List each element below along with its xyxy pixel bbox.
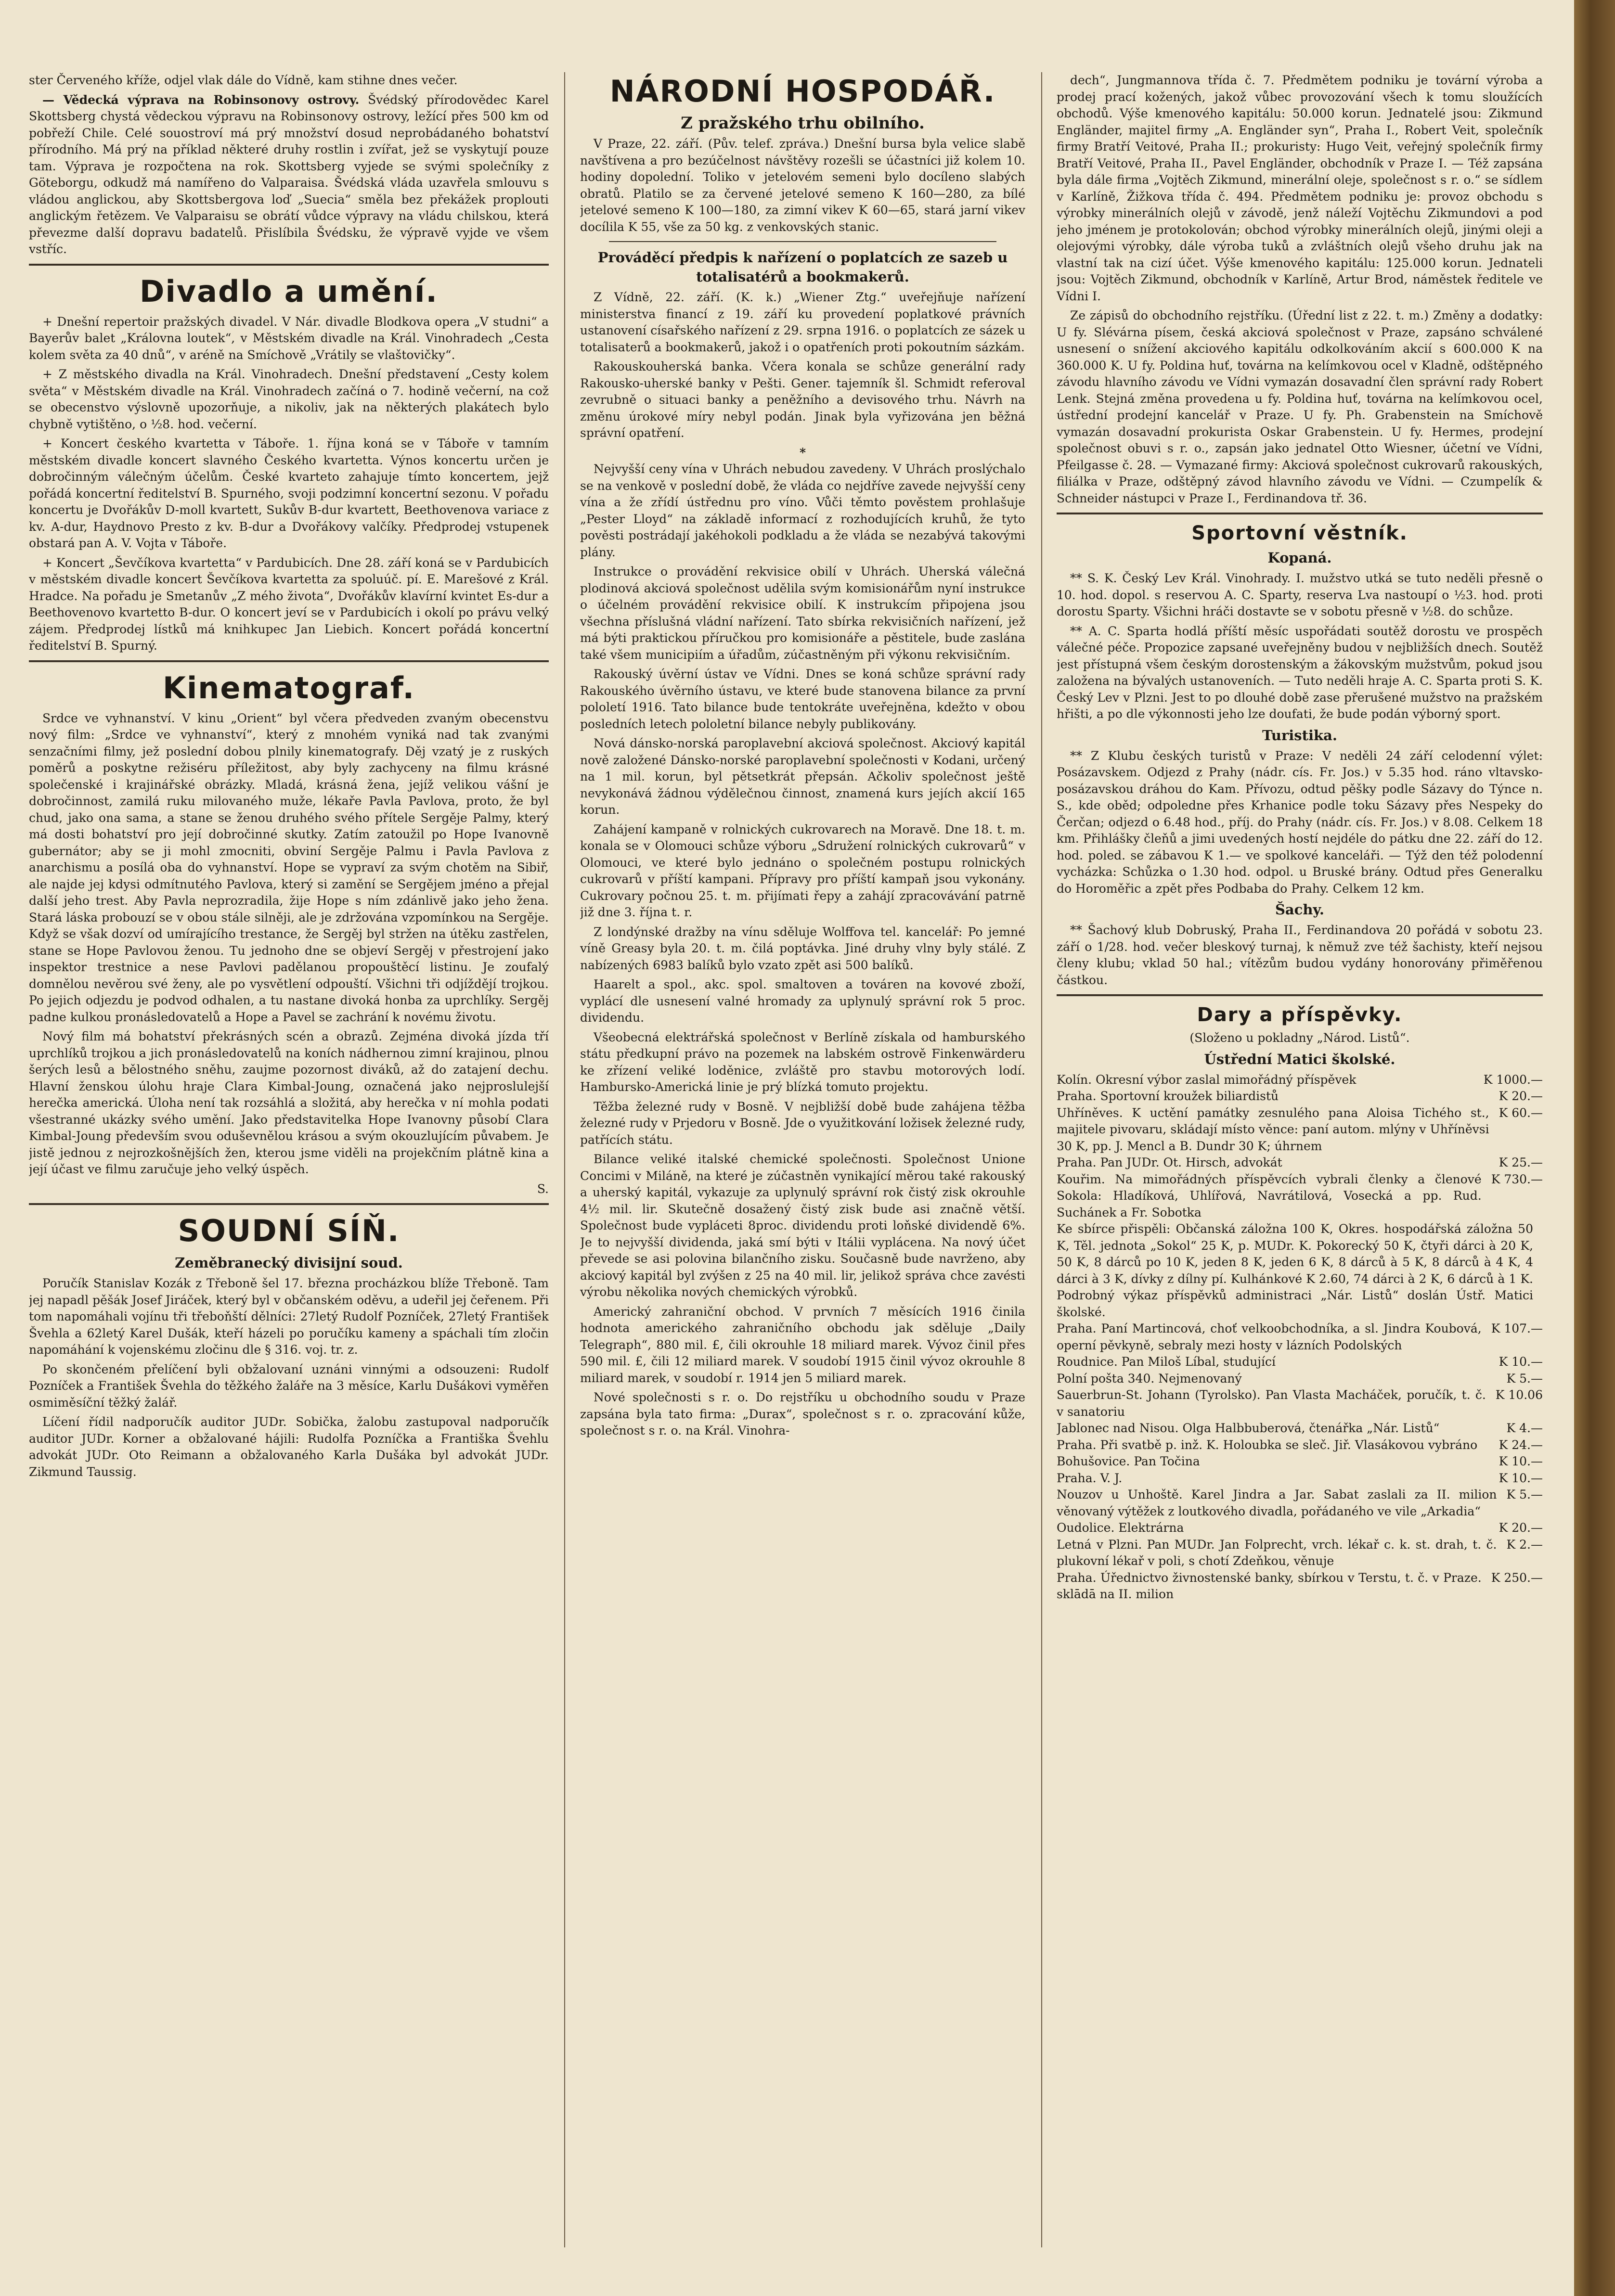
theatre-paragraph: + Dnešní repertoir pražských divadel. V Nár. divadle Blodkova opera „V studni“ a Bayerův balet „Královna loutek“, v Městském divadle na Král. Vinohradech „Cesta kolem světa za 40 dnů“, v aréně na Smíchově „Vrátily se vlaštovičky“. xyxy=(29,314,549,362)
chess-text: ** Šachový klub Dobruský, Praha II., Ferdinandova 20 pořádá v sobotu 23. září o 1/28. hod. večer bleskový turnaj, k němuž zve též šachisty, kteří nejsou členy klubu; vklad 50 hal.; vítězům budou vydány honorovány přiměřenou částkou. xyxy=(1057,923,1543,987)
court-paragraph: Líčení řídil nadporučík auditor JUDr. Sobička, žalobu zastupoval nadporučík auditor JUDr. Korner a obžalované hájili: Rudolfa Pozníčka a Františka Švehlu advokát JUDr. Oto Reimann a obžalovaného Karla Dušáka byl advokát JUDr. Zikmund Taussig. xyxy=(29,1415,549,1479)
sport-heading: Sportovní věstník. xyxy=(1191,522,1408,544)
donation-text: Bohušovice. Pan Točina xyxy=(1057,1454,1200,1468)
cinema-paragraph: Srdce ve vyhnanství. V kinu „Orient“ byl včera předveden zvaným obecenstvu nový film: „Srdce ve vyhnanství“, který z mnohém vyniká nad tak zvanými senzačními filmy, jež poslední dobou plnily kinematografy. Děj vzatý je z ruských poměrů a poskytne režiséru příležitost, aby byly zachyceny na filmu krásné společenské i krajinářské obrázky. Mladá, krásná žena, jejíž velikou vášní je dobročinnost, zamilá ruku milovaného muže, lékaře Pavla Pavlova, proto, že byl chud, jako ona sama, a stane se ženou druhého svého přítele Sergěje Palmy, který má dosti bohatství pro její dobročinné skutky. Zatím zatoužil po Hope Ivanovně gubernátor; aby se ji mohl zmocniti, obviní Sergěje Palmu i Pavla Pavlova z anarchismu a posílá oba do vyhnanství. Hope se vypraví za svým chotěm na Sibiř, ale najde jej kdysi odmítnutého Pavlova, který si zamění se Sergějem jméno a přejal další jeho trest. Aby Pavla neprozradila, žije Hope s ním zdánlivě jako jeho žena. Stará láska probouzí se v obou stále silněji, ale je zdržována vzpomínkou na Sergěje. Když se však dozví od umírajícího trestance, že Sergěj byl stržen na útěku zastřelen, stane se Hope Pavlovou ženou. Tu jednoho dne se objeví Sergěj v přestrojení jako inspektor trestnice a nese Pavlovi padělanou propouštěcí listinu. Je zoufalý domnělou nevěrou své ženy, ale po vysvětlení odpouští. Všichni tři odjíždějí trojkou. Po jejich odjezdu je podvod odhalen, a tu nastane divoká honba za uprchlíky. Sergěj padne kulkou pronásledovatelů a Hope a Pavel se zachrání k novému životu. xyxy=(29,711,549,1024)
registry-articles xyxy=(1057,72,1543,507)
donation-text: Praha. Pan JUDr. Ot. Hirsch, advokát xyxy=(1057,1155,1282,1169)
tourism-text: ** Z Klubu českých turistů v Praze: V neděli 24 září celodenní výlet: Posázavskem. Odjezd z Prahy (nádr. cís. Fr. Jos.) v 5.35 hod. ráno vltavsko-posázavskou dráhou do Kam. Přívozu, odtud pěšky podle Sázavy do Týnce n. S., kde oběd; odpoledne přes Krhanice podle toku Sázavy přes Nespeky do Čerčan; odjezd o 6.48 hod., příj. do Prahy (nádr. cís. Fr. Jos.) v 8.08. Celkem 18 km. Přihlášky čleňů a jimi uvedených hostí nejdéle do pátku dne 22. září do 12. hod. poled. se zábavou K 1.— ve spolkové kanceláři. — Týž den též polodenní vycházka: Schůzka o 1.30 hod. odpol. u Bruské brány. Odtud přes Generalku do Horoměřic a zpět přes Podbaba do Prahy. Celkem 12 km. xyxy=(1057,748,1543,896)
chess-subheading: Šachy. xyxy=(1275,901,1325,918)
court-paragraph: Po skončeném přelíčení byli obžalovaní uznáni vinnými a odsouzeni: Rudolf Pozníček a František Švehla do těžkého žaláře na 3 měsíce, Karlu Dušákovi vyměřen osmiměsíční těžký žalář. xyxy=(29,1362,549,1410)
theatre-heading: Divadlo a umění. xyxy=(140,273,438,309)
donation-row xyxy=(1057,1487,1543,1520)
short-divider xyxy=(609,241,996,242)
column-right xyxy=(1057,72,1543,2247)
section-divider xyxy=(1057,513,1543,514)
donation-text: Letná v Plzni. Pan MUDr. Jan Folprecht, vrch. lékař c. k. st. drah, t. č. plukovní lékař v poli, s chotí Zdeňkou, věnuje xyxy=(1057,1537,1497,1568)
donation-list xyxy=(1057,1072,1543,1603)
donation-row xyxy=(1057,1171,1543,1221)
donation-amount: K 730.— xyxy=(1491,1172,1543,1186)
donation-text: Uhříněves. K uctění památky zesnulého pana Aloisa Tichého st., majitele pivovaru, skládají místo věnce: paní autom. mlýny v Uhříněvsi 30 K, pp. J. Mencl a B. Dundr 30 K; úhrnem xyxy=(1057,1105,1489,1153)
donation-text: Jablonec nad Nisou. Olga Halbbuberová, čtenářka „Nár. Listů“ xyxy=(1057,1421,1440,1435)
donation-amount: K 10.06 xyxy=(1495,1388,1543,1402)
donation-amount: K 24.— xyxy=(1499,1437,1543,1452)
expedition-title: — Vědecká výprava na Robinsonovy ostrovy. xyxy=(42,92,360,107)
donation-amount: K 25.— xyxy=(1499,1155,1543,1169)
economy-paragraph: Americký zahraniční obchod. V prvních 7 měsících 1916 činila hodnota amerického zahraničního obchodu jak sděluje „Daily Telegraph“, 880 mil. £, čili okrouhle 18 miliard marek. Vývoz činil přes 590 mil. £, čili 12 miliard marek. V soudobí 1915 činil vývoz okrouhle 8 miliard marek, v soudobí r. 1914 jen 5 miliard marek. xyxy=(580,1304,1025,1385)
donation-text: Praha. Úřednictvo živnostenské banky, sbírkou v Terstu, t. č. v Praze. sklādā na II. milion xyxy=(1057,1570,1482,1601)
donation-text: Praha. Paní Martincová, choť velkoobchodníka, a sl. Jindra Koubová, operní pěvkyně, sebraly mezi hosty v lázních Podolských xyxy=(1057,1321,1482,1352)
grain-market-text: V Praze, 22. září. (Pův. telef. zpráva.) Dnešní bursa byla velice slabě navštívena a pro bezúčelnost návštěvy rozešli se účastníci již kolem 10. hodiny dopolední. Toliko v jetelovém semeni bylo docíleno slabých obratů. Platilo se za červené jetelové semeno K 160—280, za bílé jetelové semeno K 100—180, za zimní vikev K 60—65, stará jarní vikev docílila K 55, vše za 50 kg. z venkovských stanic. xyxy=(580,137,1025,234)
donation-row xyxy=(1057,1387,1543,1420)
economy-paragraph: Instrukce o provádění rekvisice obilí v Uhrách. Uherská válečná plodinová akciová společnost udělila svým komisionářům nyní instrukce o účelném provádění rekvisice obilí. K instrukcím připojena jsou všechna příslušná vládní nařízení. Tato sbírka rekvisičních nařízení, jež má býti praktickou příručkou pro komisionáře a pěstitele, bude zaslána také všem municipiím a úřadům, zúčastněným při výkonu rekvisičním. xyxy=(580,564,1025,662)
decree-title: Prováděcí předpis k nařízení o poplatcích ze sazeb u totalisatérů a bookmakerů. xyxy=(597,249,1008,285)
donation-text: Praha. Při svatbě p. inž. K. Holoubka se sleč. Jiř. Vlasákovou vybráno xyxy=(1057,1437,1478,1452)
section-divider xyxy=(29,660,549,662)
intro-text: ster Červeného kříže, odjel vlak dále do Vídně, kam stihne dnes večer. xyxy=(29,73,458,87)
donation-amount: K 2.— xyxy=(1506,1537,1543,1552)
donation-row xyxy=(1057,1470,1543,1487)
donation-row xyxy=(1057,1570,1543,1603)
donation-row xyxy=(1057,1354,1543,1371)
donation-row xyxy=(1057,1105,1543,1155)
economy-paragraph: Haarelt a spol., akc. spol. smaltoven a továren na kovové zboží, vyplácí dle usnesení valné hromady za uplynulý správní rok 5 proc. dividendu. xyxy=(580,977,1025,1025)
expedition-text: Švédský přírodovědec Karel Skottsberg chystá vědeckou výpravu na Robinsonovy ostrovy, ležící přes 500 km od pobřeží Chile. Celé souostroví má prý množství dosud neprobádaného bohatství přírodního. Má prý na příklad některé druhy rostlin i zvířat, jež se vyskytují pouze tam. Výprava je rozpočtena na rok. Skottsberg vyjede se svými společníky z Göteborgu, odkudž má namířeno do Valparaisa. Švédská vláda uzavřela smlouvu s vládou anglickou, aby Skottsbergova loď „Suecia“ směla bez překážek proplouti anglickým řetězem. Ve Valparaisu se obrátí vůdce výpravy na vládu chilskou, která převezme další dopravu badatelů. Přislíbila Švédsku, že výpravě vyjde ve všem vstříc. xyxy=(29,92,549,256)
football-paragraph: ** S. K. Český Lev Král. Vinohrady. I. mužstvo utká se tuto neděli přesně o 10. hod. dopol. s reservou A. C. Sparty, reserva Lva nastoupí o ½3. hod. proti dorostu Sparty. Všichni hráči dostavte se v sobotu přesně v ½8. do schůze. xyxy=(1057,571,1543,618)
donation-row xyxy=(1057,1321,1543,1354)
court-heading: SOUDNÍ SÍŇ. xyxy=(178,1213,400,1248)
economy-paragraph: Z londýnské dražby na vínu sděluje Wolffova tel. kancelář: Po jemné víně Greasy byla 20. t. m. čilá poptávka. Jiné druhy vlny byly stálé. Z nabízených 6983 balíků bylo vzato zpět asi 500 balíků. xyxy=(580,924,1025,972)
economy-articles xyxy=(580,461,1025,1439)
donation-row xyxy=(1057,1088,1543,1105)
economy-paragraph: Těžba železné rudy v Bosně. V nejbližší době bude zahájena těžba železné rudy v Prjedoru v Bosně. Jde o využitkování ložisek železné rudy, patřících státu. xyxy=(580,1099,1025,1147)
court-articles xyxy=(29,1275,549,1480)
court-subheading: Zeměbranecký divisijní soud. xyxy=(175,1255,403,1271)
donation-text: Kouřim. Na mimořádných příspěvcích vybrali členky a členové Sokola: Hladíková, Uhlířová, Navrátilová, Vosecká a pp. Rud. Suchánek a Fr. Sobotka xyxy=(1057,1172,1482,1219)
donation-text: Nouzov u Unhoště. Karel Jindra a Jar. Sabat zaslali za II. milion věnovaný výtěžek z loutkového divadla, pořádaného ve vile „Arkadia“ xyxy=(1057,1488,1497,1518)
theatre-paragraph: + Koncert „Ševčíkova kvartetta“ v Pardubicích. Dne 28. září koná se v Pardubicích v městském divadle koncert Ševčíkova kvartetta za spoluúč. pí. E. Marešové z Král. Hradce. Na pořadu je Smetanův „Z mého života“, Dvořákův klavírní kvintet Es-dur a Beethovenovo kvartetto B-dur. O koncert jeví se v Pardubicích i okolí po právu velký zájem. Předprodej lístků má knihkupec Jan Liebich. Koncert pořádá koncertní ředitelství B. Spurný. xyxy=(29,555,549,653)
football-subheading: Kopaná. xyxy=(1267,550,1332,566)
economy-paragraph: Nové společnosti s r. o. Do rejstříku u obchodního soudu v Praze zapsána byla tato firma: „Durax“, společnost s r. o. zpracování kůže, společnost s r. o. na Král. Vinohra- xyxy=(580,1390,1025,1437)
donation-row xyxy=(1057,1154,1543,1171)
donation-amount: K 4.— xyxy=(1506,1421,1543,1435)
theatre-paragraph: + Koncert českého kvartetta v Táboře. 1. října koná se v Táboře v tamním městském divadle koncert slavného Českého kvartetta. Výnos koncertu určen je dobročinným válečným účelům. České kvarteto zahajuje tímto koncertem, jejž pořádá koncertní ředitelství B. Spurného, svoji podzimní koncertní sezonu. V pořadu koncertu je Dvořákův D-moll kvartett, Sukův B-dur kvartett, Beethovenova variace z kv. A-dur, Haydnovo Presto z kv. B-dur a Dvořákovy valčíky. Předprodej vstupenek obstará pan A. V. Vojta v Táboře. xyxy=(29,436,549,550)
column-left xyxy=(29,72,549,2247)
donation-amount: K 1000.— xyxy=(1483,1072,1543,1087)
economy-heading: NÁRODNÍ HOSPODÁŘ. xyxy=(609,74,996,109)
economy-paragraph: Rakouský úvěrní ústav ve Vídni. Dnes se koná schůze správní rady Rakouského úvěrního ústavu, ve které bude stanovena bilance za první pololetí 1916. Tato bilance bude tentokráte uveřejněna, kdežto v obou posledních letech pololetní bilance nebyly publikovány. xyxy=(580,667,1025,731)
economy-paragraph: Nejvyšší ceny vína v Uhrách nebudou zavedeny. V Uhrách proslýchalo se na venkově v poslední době, že vláda co nejdříve zavede nejvyšší ceny vína a že zřídí ústřednu pro víno. Vůči těmto pověstem prohlašuje „Pester Lloyd“ na základě informací z rozhodujících kruhů, že tyto pověsti postrádají jakéhokoli podkladu a že vláda se nezabývá takovými plány. xyxy=(580,462,1025,559)
cinema-articles xyxy=(29,710,549,1178)
economy-paragraph: Všeobecná elektrářská společnost v Berlíně získala od hamburského státu předkupní právo na pozemek na labském ostrově Finkenwärderu ke zřízení veliké loděnice, zvláště pro stavbu motorových lodí. Hambursko-Americká linie je prý blízká tomuto projektu. xyxy=(580,1030,1025,1094)
donation-text: Oudolice. Elektrárna xyxy=(1057,1521,1184,1535)
donation-text: Sauerbrun-St. Johann (Tyrolsko). Pan Vlasta Macháček, poručík, t. č. v sanatoriu xyxy=(1057,1388,1486,1419)
theatre-paragraph: + Z městského divadla na Král. Vinohradech. Dnešní představení „Cesty kolem světa“ v Městském divadle na Král. Vinohradech začíná o 7. hodině večerní, na což se obecenstvo výslovně upozorňuje, a nikoliv, jak na některých plakátech bylo chybně vytištěno, o ½8. hod. večerní. xyxy=(29,367,549,431)
page-edge xyxy=(1574,0,1615,2296)
donation-amount: K 10.— xyxy=(1499,1471,1543,1485)
donation-row xyxy=(1057,1072,1543,1089)
cinema-signature: S. xyxy=(537,1181,549,1196)
gifts-subheading: (Složeno u pokladny „Národ. Listů“. xyxy=(1189,1031,1410,1045)
column-rule xyxy=(564,72,565,2247)
column-middle xyxy=(580,72,1025,2247)
cinema-paragraph: Nový film má bohatství překrásných scén a obrazů. Zejména divoká jízda tří uprchlíků trojkou a jich pronásledovatelů na koních nádhernou zimní krajinou, plnou šerých lesů a bělostného sněhu, zaujme pozornost diváků, až do zatajení dechu. Hlavní ženskou úlohu hraje Clara Kimbal-Joung, označená jako nejproslulejší herečka americká. Úloha není tak rozsáhlá a složitá, aby herečka v ní mohla podati všestranné ukázky svého umění. Jako představitelka Hope Ivanovny působí Clara Kimbal-Joung především svou oduševnělou krásou a svým okouzlujícím půvabem. Je jistě jednou z nejrozkošnějších žen, kterou jsme viděli na projekčním plátně kina a její účast ve filmu zaručuje jeho velký úspěch. xyxy=(29,1029,549,1176)
economy-paragraph: Nová dánsko-norská paroplavební akciová společnost. Akciový kapitál nově založené Dánsko-norské paroplavební společnosti v Kodani, určený na 1 mil. korun, byl pětsetkrát přepsán. Ačkoliv společnost ještě nevykonává žádnou výdělečnou činnost, znamená kurs jejích akcií 165 korun. xyxy=(580,736,1025,817)
theatre-articles xyxy=(29,314,549,654)
donation-amount: K 250.— xyxy=(1491,1570,1543,1585)
cinema-heading: Kinematograf. xyxy=(162,670,415,705)
donation-text: Ke sbírce přispěli: Občanská záložna 100 K, Okres. hospodářská záložna 50 K, Těl. jednota „Sokol“ 25 K, p. MUDr. K. Pokorecký 50 K, čtyři dárci à 20 K, 50 K, 8 dárců po 10 K, jeden 8 K, jeden 6 K, 8 dárců à 5 K, 8 dárců à 4 K, 4 dárci à 3 K, dívky z dílny pí. Kulhánkové K 2.60, 74 dárci à 2 K, 6 dárců à 1 K. Podrobný výkaz příspěvků administraci „Nár. Listů“ doslán Ústř. Matici školské. xyxy=(1057,1222,1533,1319)
bank-text: Rakouskouherská banka. Včera konala se schůze generální rady Rakousko-uherské banky v Pešti. Gener. tajemník šl. Schmidt referoval zevrubně o situaci banky a peněžního a devisového trhu. Návrh na změnu úrokové míry nebyl podán. Jinak byla vyřizována jen běžná správní opatření. xyxy=(580,359,1025,440)
donation-amount: K 10.— xyxy=(1499,1454,1543,1468)
football-articles xyxy=(1057,570,1543,723)
grain-market-title: Z pražského trhu obilního. xyxy=(681,114,925,133)
donation-row xyxy=(1057,1537,1543,1570)
donation-amount: K 20.— xyxy=(1499,1089,1543,1103)
column-rule xyxy=(1041,72,1042,2247)
donation-amount: K 107.— xyxy=(1491,1321,1543,1335)
separator-star: * xyxy=(799,445,806,460)
section-divider xyxy=(1057,994,1543,996)
donation-amount: K 20.— xyxy=(1499,1521,1543,1535)
donation-text: Kolín. Okresní výbor zaslal mimořádný příspěvek xyxy=(1057,1072,1357,1087)
donation-row xyxy=(1057,1371,1543,1387)
donation-row xyxy=(1057,1221,1543,1321)
registry-paragraph: Ze zápisů do obchodního rejstříku. (Úřední list z 22. t. m.) Změny a dodatky: U fy. Slévárna písem, česká akciová společnost v Praze, zapsáno schválené usnesení o snížení akciového kapitálu odkolkováním akcií s 600.000 K na 360.000 K. U fy. Poldina huť, továrna na kelímkovou ocel v Kladně, odštěpného závodu hlavního závodu ve Vídni vymazán dosavadní člen správní rady Robert Lenk. Stejná změna provedena u fy. Poldina huť, továrna na kelímkovou ocel, ústřední prodejní kancelář v Praze. U fy. Ph. Grabenstein na Smíchově vymazán dosavadní prokurista Oskar Grabenstein. U fy. Hermes, prodejní společnost obuvi s r. o., zapsán jako jednatel Otto Wiesner, účetní ve Vídni, Pfeilgasse č. 28. — Vymazané firmy: Akciová společnost cukrovarů rakouských, filiálka v Praze, odštěpný závod hlavního závodu ve Vídni. — Czumpelík & Schneider nástupci v Praze I., Ferdinandova tř. 36. xyxy=(1057,308,1543,505)
registry-paragraph: dech“, Jungmannova třída č. 7. Předmětem podniku je tovární výroba a prodej prací kožených, jakož vůbec provozování všech k tomu sloužících obchodů. Výše kmenového kapitálu: 50.000 korun. Jednatelé jsou: Zikmund Engländer, majitel firmy „A. Engländer syn“, Praha I., Robert Veit, společník firmy Bratří Veitové, Praha II.; prokuristy: Hugo Veit, veřejný společník firmy Bratří Veitové, Praha II., Pavel Engländer, obchodník v Praze I. — Též zapsána byla dále firma „Vojtěch Zikmund, minerální oleje, společnost s r. o.“ se sídlem v Karlíně, Žižkova třída č. 494. Předmětem podniku je: provoz obchodu s výrobky minerálních olejů v závodě, jenž náleží Vojtěchu Zikmundovi a pod jeho jménem je protokolován; obchod výrobky minerálních olejů, jinými oleji a olejovými výrobky, dále výroba tuků a zvláštních olejů všeho druhu jak na vlastní tak na cizí účet. Výše kmenového kapitálu: 125.000 korun. Jednateli jsou: Vojtěch Zikmund, obchodník v Karlíně, Artur Brod, náměstek ředitele ve Vídni I. xyxy=(1057,73,1543,303)
matice-subheading: Ústřední Matici školské. xyxy=(1204,1051,1395,1067)
gifts-heading: Dary a příspěvky. xyxy=(1197,1004,1403,1026)
section-divider xyxy=(29,1203,549,1205)
tourism-subheading: Turistika. xyxy=(1262,727,1338,744)
donation-text: Praha. V. J. xyxy=(1057,1471,1123,1485)
decree-text: Z Vídně, 22. září. (K. k.) „Wiener Ztg.“ uveřejňuje nařízení ministerstva financí z 19. září ku provedení poplatkové právních ustanovení císařského nařízení z 29. srpna 1916. o poplatcích ze sázek u totalisaterů a bookmakerů, jakož i o opatřeních proti pokoutním sázkám. xyxy=(580,290,1025,354)
donation-amount: K 5.— xyxy=(1506,1488,1543,1501)
section-divider xyxy=(29,264,549,266)
donation-amount: K 60.— xyxy=(1499,1105,1543,1120)
football-paragraph: ** A. C. Sparta hodlá příští měsíc uspořádati soutěž dorostu ve prospěch válečné péče. Propozice zapsané uveřejněny budou v nejbližších dnech. Soutěž jest přístupná všem českým dorostenským a žákovským mužstvům, pokud jsou založena na bývalých ustanoveních. — Tuto neděli hraje A. C. Sparta proti S. K. Český Lev v Plzni. Jest to po dlouhé době zase přerušené mužstvo na pražském hřišti, a po dle výkonnosti jeho lze doufati, že bude podán výborný sport. xyxy=(1057,624,1543,721)
economy-paragraph: Zahájení kampaně v rolnických cukrovarech na Moravě. Dne 18. t. m. konala se v Olomouci schůze výboru „Sdružení rolnických cukrovarů“ v Olomouci, ve které bylo jednáno o společném postupu rolnických cukrovarů v příští kampani. Přípravy pro příští kampaň jsou vykonány. Cukrovary počnou 25. t. m. přijímati řepy a zahájí zpracovávání patrně již dne 3. října t. r. xyxy=(580,822,1025,919)
economy-paragraph: Bilance veliké italské chemické společnosti. Společnost Unione Concimi v Miláně, na které je zúčastněn vynikající měrou také rakouský a uherský kapitál, vykazuje za uplynulý správní rok čistý zisk okrouhle 4½ mil. lir. Skutečně dosažený čistý zisk bude asi značně větší. Společnost bude vypláceti 8proc. dividendu proti loňské dividendě 6%. Je to nejvyšší dividenda, jaká smí býti v Itálii vyplácena. Na nový účet převede se asi polovina bilančního zisku. Současně bude navrženo, aby akciový kapitál byl zvýšen z 25 na 40 mil. lir, jelikož správa chce zavésti výrobu několika nových chemických výrobků. xyxy=(580,1152,1025,1299)
donation-row xyxy=(1057,1453,1543,1470)
donation-amount xyxy=(1533,1221,1543,1321)
donation-row xyxy=(1057,1420,1543,1437)
expedition-article xyxy=(29,92,549,258)
donation-text: Praha. Sportovní kroužek biliardistů xyxy=(1057,1089,1279,1103)
court-paragraph: Poručík Stanislav Kozák z Třeboně šel 17. března procházkou blíže Třeboně. Tam jej napadl pěšák Josef Jiráček, který byl v občanském oděvu, a udeřil jej čeřenem. Při tom napomáhali vojínu tři třeboňští dělníci: 27letý Rudolf Pozníček, 27letý František Švehla a 62letý Karel Dušák, kteří házeli po poručíku kameny a spáchali tím zločin napomáhání k vojenskému zločinu dle § 316. voj. tr. z. xyxy=(29,1276,549,1357)
donation-text: Polní pošta 340. Nejmenovaný xyxy=(1057,1371,1242,1385)
donation-text: Roudnice. Pan Miloš Líbal, studující xyxy=(1057,1355,1276,1369)
donation-amount: K 5.— xyxy=(1506,1371,1543,1385)
donation-row xyxy=(1057,1520,1543,1537)
donation-amount: K 10.— xyxy=(1499,1355,1543,1369)
donation-row xyxy=(1057,1437,1543,1454)
